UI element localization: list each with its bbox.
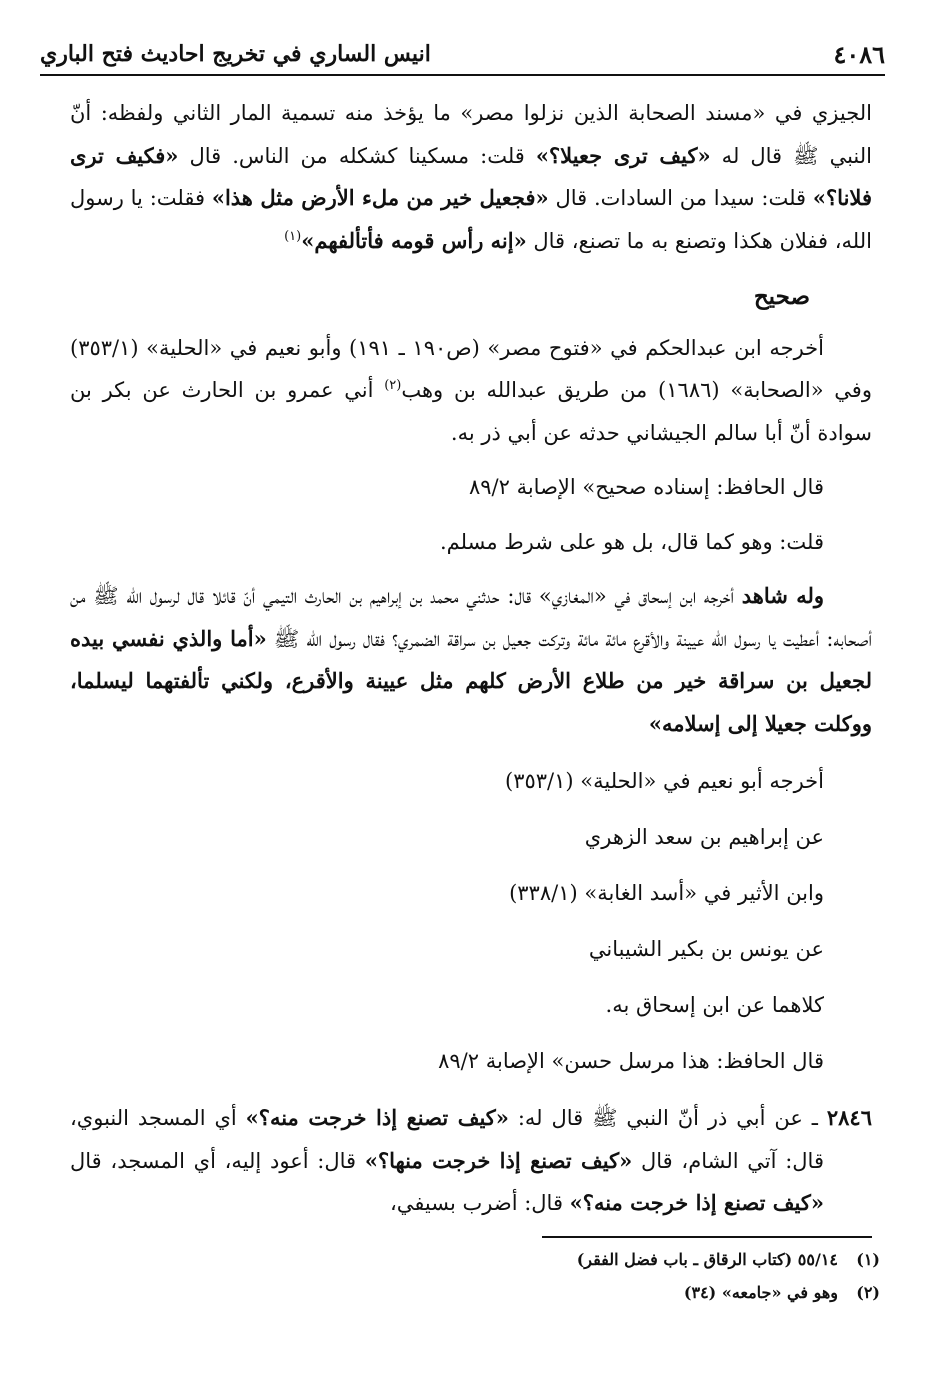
text-run: أي المسجد النبوي، قال: آتي الشام، قال bbox=[70, 1106, 824, 1173]
hadith-quote: «إنه رأس قومه فأتألفهم» bbox=[301, 227, 527, 253]
footnote-item bbox=[70, 1276, 880, 1309]
paragraph-hafiz: قال الحافظ: إسناده صحيح» الإصابة ٨٩/٢ bbox=[468, 475, 824, 499]
source-line: وابن الأثير في «أسد الغابة» (٣٣٨/١) bbox=[509, 881, 824, 905]
hadith-quote: «فجعيل خير من ملء الأرض مثل هذا» bbox=[211, 185, 549, 210]
text-run: الجيزي في «مسند الصحابة الذين نزلوا مصر» ما يؤخذ منه تسمية المار الثاني ولفظه: أنّ النبي ﷺ قال له bbox=[70, 101, 872, 168]
source-line: قال الحافظ: هذا مرسل حسن» الإصابة ٨٩/٢ bbox=[438, 1049, 824, 1073]
text-run: قال: أعود إليه، أي المسجد، قال bbox=[70, 1148, 365, 1173]
text-run: قلت: سيدا من السادات. قال bbox=[548, 186, 813, 210]
text-run: أني عمرو بن الحارث عن بكر بن سوادة أنّ أبا سالم الجيشاني حدثه عن أبي ذر به. bbox=[70, 378, 872, 445]
source-line: أخرجه أبو نعيم في «الحلية» (٣٥٣/١) bbox=[504, 769, 824, 793]
paragraph-comment: قلت: وهو كما قال، بل هو على شرط مسلم. bbox=[439, 529, 824, 554]
page-number: ٤٠٨٦ bbox=[833, 39, 885, 69]
text-run: فقلت: يا رسول الله، ففلان هكذا وتصنع به ما تصنع، قال bbox=[70, 186, 872, 253]
bold-lead: وله شاهد bbox=[741, 583, 824, 608]
footnote-item bbox=[70, 1243, 880, 1276]
paragraph-continuation bbox=[70, 92, 872, 262]
text-run: قال: أضرب بسيفي، bbox=[390, 1191, 570, 1215]
source-line: كلاهما عن ابن إسحاق به. bbox=[605, 993, 824, 1017]
footnote-marker: (٢) bbox=[856, 1283, 880, 1302]
hadith-number: ٢٨٤٦ bbox=[826, 1105, 872, 1130]
footnote-marker: (١) bbox=[856, 1250, 880, 1269]
footnote-text: وهو في «جامعه» (٣٤) bbox=[683, 1283, 838, 1302]
hadith-quote: «كيف تصنع إذا خرجت منه؟» bbox=[569, 1190, 824, 1215]
hadith-quote: «كيف تصنع إذا خرجت منه؟» bbox=[245, 1105, 509, 1130]
footnote-text: ٥٥/١٤ (كتاب الرقاق ـ باب فضل الفقر) bbox=[576, 1250, 838, 1269]
footnotes bbox=[70, 1243, 880, 1309]
running-title: انيس الساري في تخريج احاديث فتح الباري bbox=[40, 41, 431, 67]
text-run: أخرجه ابن إسحاق في «المغازي» قال: حدثني محمد بن إبراهيم بن الحارث التيمي أنّ قائلا قال لرسول الله ﷺ من أصحابه: أعطيت يا رسول الله عيينة والأقرع مائة مائة وتركت جعيل بن سراقة الضمري؟ فقال رسول الله ﷺ bbox=[70, 584, 872, 651]
text-run: ـ عن أبي ذر أنّ النبي ﷺ قال له: bbox=[508, 1106, 827, 1130]
grade-heading: صحيح bbox=[753, 283, 810, 310]
footnote-ref: (٢) bbox=[384, 378, 402, 393]
hadith-quote: «كيف ترى جعيلا؟» bbox=[535, 142, 711, 168]
paragraph-shahid bbox=[70, 575, 872, 745]
footnote-ref: (١) bbox=[284, 228, 302, 244]
page-header bbox=[40, 34, 885, 76]
source-list bbox=[70, 753, 872, 1089]
hadith-quote: «أما والذي نفسي بيده لجعيل بن سراقة خير من طلاع الأرض كلهم مثل عيينة والأقرع، ولكني تألفتهما ليسلما، ووكلت جعيلا إلى إسلامه» bbox=[70, 625, 872, 736]
hadith-quote: «فكيف ترى فلانا؟» bbox=[70, 142, 872, 210]
source-line: عن إبراهيم بن سعد الزهري bbox=[584, 825, 824, 849]
hadith-entry bbox=[70, 1097, 872, 1225]
footnote-divider bbox=[542, 1236, 872, 1238]
source-line: عن يونس بن بكير الشيباني bbox=[588, 937, 824, 961]
hadith-quote: «كيف تصنع إذا خرجت منها؟» bbox=[364, 1147, 633, 1173]
paragraph-takhrij bbox=[70, 327, 872, 455]
page-body bbox=[70, 92, 872, 1225]
text-run: أخرجه ابن عبدالحكم في «فتوح مصر» (ص١٩٠ ـ ١٩١) وأبو نعيم في «الحلية» (٣٥٣/١) وفي «الصحابة» (١٦٨٦) من طريق عبدالله بن وهب bbox=[70, 335, 872, 402]
text-run: قلت: مسكينا كشكله من الناس. قال bbox=[178, 143, 536, 168]
